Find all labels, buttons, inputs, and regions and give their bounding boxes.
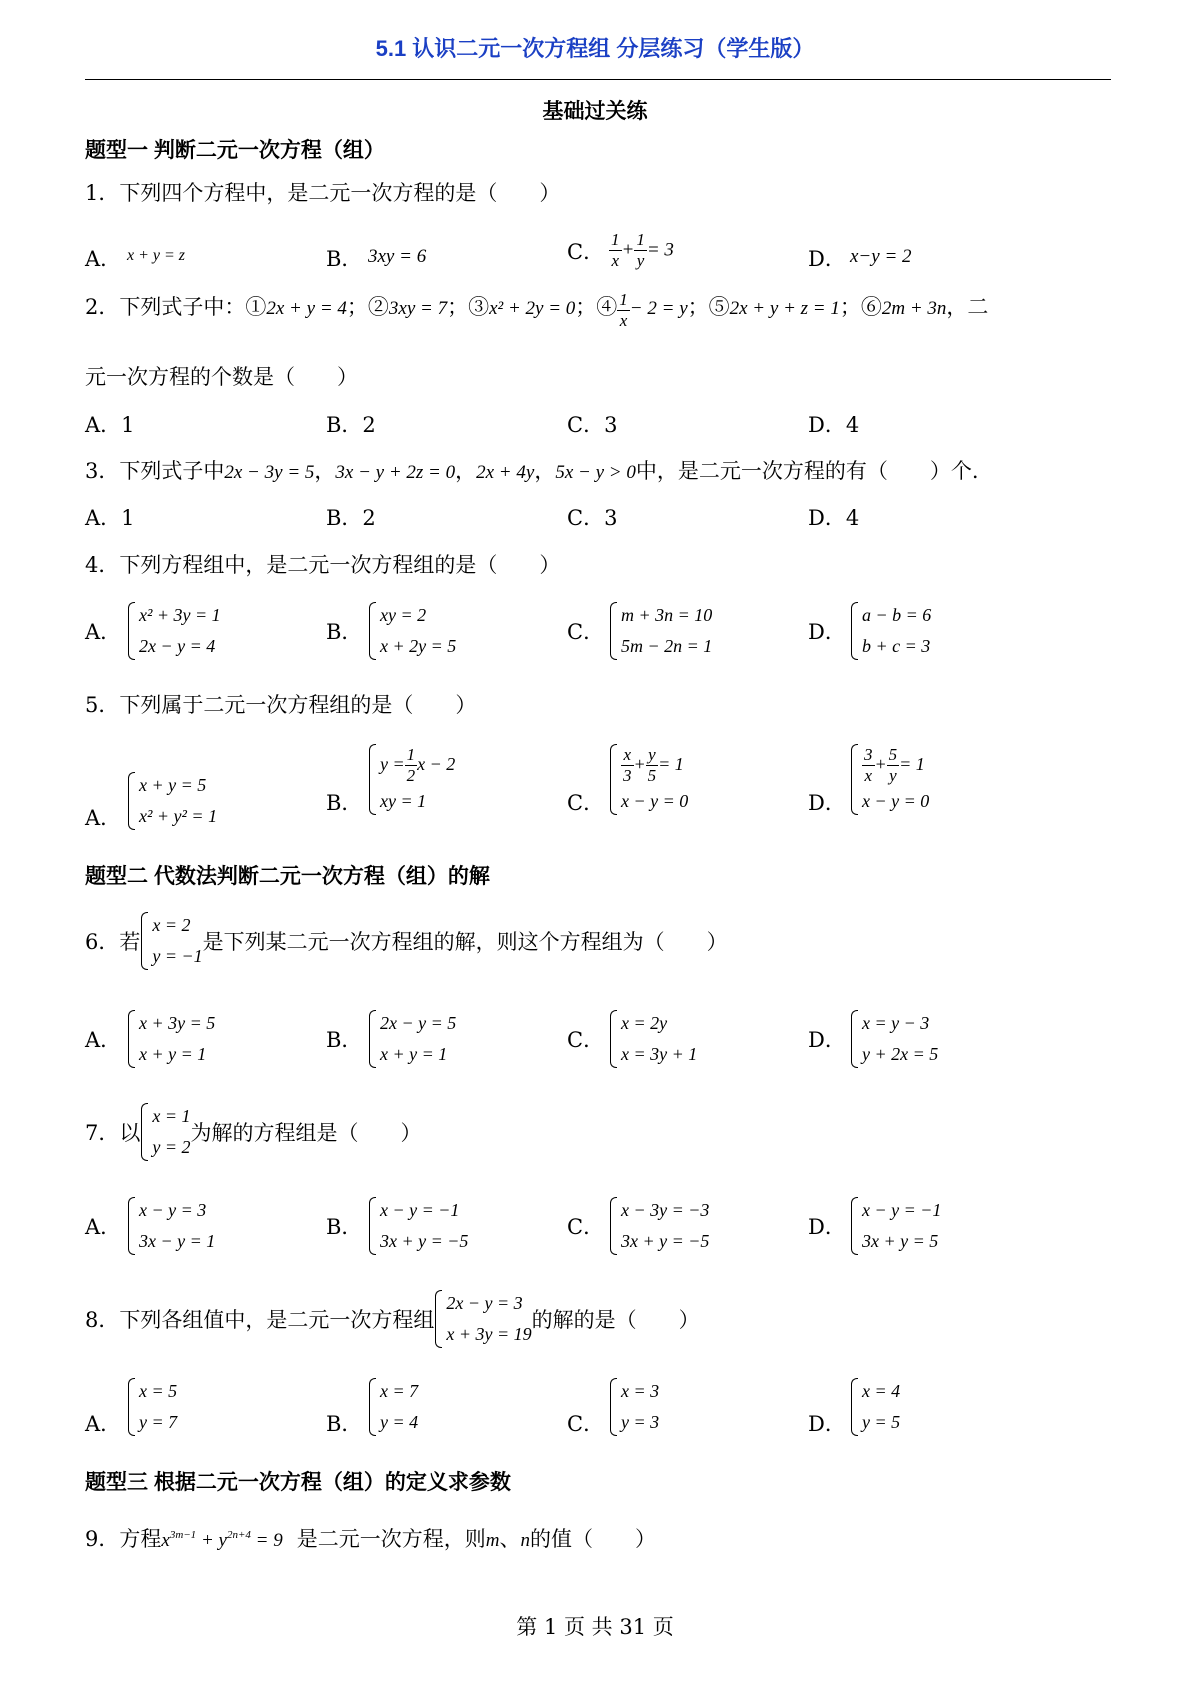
equation <box>380 742 455 786</box>
q7-option-d <box>808 1195 941 1257</box>
option-label: D． <box>808 620 846 644</box>
equation-system <box>434 1288 531 1350</box>
question-9-stem <box>85 1523 656 1553</box>
denominator: x <box>619 311 628 330</box>
base-y: y <box>218 1530 227 1551</box>
q5-option-b <box>326 742 455 817</box>
equation: y + 2x = 5 <box>862 1044 939 1064</box>
option-label: B． <box>326 1028 363 1052</box>
q3-expr-2: 3x − y + 2z = 0 <box>335 462 456 483</box>
q8-option-a <box>85 1376 177 1438</box>
equation-rest: = 3 <box>646 239 674 261</box>
q5-option-d <box>808 742 929 817</box>
question-2-line-2: 元一次方程的个数是（ ） <box>85 365 358 389</box>
q3-option-b: B．2 <box>326 506 376 530</box>
q8-option-b <box>326 1376 418 1438</box>
q8-text: 的解的是（ ） <box>531 1308 700 1332</box>
equation: x − 3y = −3 <box>621 1200 710 1220</box>
q2-tail: ，二 <box>946 295 989 319</box>
option-label: C． <box>567 1412 605 1436</box>
plus-sign: + <box>621 239 635 261</box>
denominator: 2 <box>406 766 416 786</box>
equation: x − y = 3 <box>139 1200 207 1220</box>
equation: y = 2 <box>152 1137 191 1157</box>
equation: xy = 2 <box>380 605 427 625</box>
equation-system <box>368 1376 418 1438</box>
equation: x + 3y = 5 <box>139 1013 216 1033</box>
plus-sign: + <box>633 754 646 774</box>
q2-sep: ；⑤ <box>687 295 730 319</box>
equation: y = −1 <box>152 946 203 966</box>
q6-text: 6．若 <box>85 930 141 954</box>
plus-sign: + <box>196 1530 219 1551</box>
q8-option-c <box>567 1376 659 1438</box>
q6-text: 是下列某二元一次方程组的解，则这个方程组为（ ） <box>202 930 728 954</box>
question-3-stem <box>85 455 979 485</box>
equation-system <box>127 1195 215 1257</box>
equation: x = y − 3 <box>862 1013 930 1033</box>
equation-system <box>609 1376 659 1438</box>
equation: x = 3 <box>621 1381 660 1401</box>
term: = 1 <box>899 754 925 774</box>
q2-option-d: D．4 <box>808 413 860 437</box>
title-divider <box>85 79 1111 80</box>
equation-system <box>609 742 688 817</box>
option-label: B． <box>326 1412 363 1436</box>
q7-option-b <box>326 1195 468 1257</box>
var-m: m <box>485 1530 500 1551</box>
option-label: C． <box>567 1028 605 1052</box>
q9-text: 9．方程 <box>85 1527 162 1551</box>
equation: xy = 1 <box>380 791 427 812</box>
denominator: x <box>611 251 620 270</box>
option-label: C． <box>567 620 605 644</box>
option-label: C． <box>567 791 605 816</box>
equation: 2x − y = 5 <box>380 1013 457 1033</box>
q3-expr-4: 5x − y > 0 <box>555 462 636 483</box>
q6-option-d <box>808 1008 938 1070</box>
equation: x = 4 <box>862 1381 901 1401</box>
equation-system <box>368 1195 468 1257</box>
equation: 3x − y = 1 <box>139 1231 216 1251</box>
heading-type-one: 题型一 判断二元一次方程（组） <box>85 139 385 162</box>
q3-sep: ， <box>455 459 477 483</box>
denominator: x <box>864 766 873 786</box>
fraction <box>862 745 875 786</box>
fraction <box>405 745 418 786</box>
fraction <box>621 745 634 786</box>
page-footer: 第 1 页 共 31 页 <box>516 1615 674 1639</box>
equation: 3x + y = −5 <box>380 1231 469 1251</box>
fraction <box>609 230 622 271</box>
option-label: D． <box>808 1028 846 1052</box>
denominator: 3 <box>623 766 632 786</box>
q5-option-a <box>85 770 217 832</box>
q3-sep: ， <box>314 459 336 483</box>
equation: x + 2y = 5 <box>380 636 457 656</box>
numerator: 1 <box>619 290 628 309</box>
q7-option-a <box>85 1195 215 1257</box>
q2-sep: ；⑥ <box>839 295 882 319</box>
q2-expr-4: − 2 = y <box>629 298 688 319</box>
q6-option-c <box>567 1008 697 1070</box>
equation: m + 3n = 10 <box>621 605 713 625</box>
equation-system <box>127 600 221 662</box>
equation: x² + y² = 1 <box>139 806 218 826</box>
q3-sep: ， <box>534 459 556 483</box>
equation: x = 7 <box>380 1381 419 1401</box>
plus-sign: + <box>874 754 887 774</box>
equation: x + y = 1 <box>139 1044 207 1064</box>
numerator: 3 <box>864 745 873 765</box>
option-label: C． <box>567 239 605 264</box>
q1-option-c <box>567 230 674 271</box>
q7-text: 为解的方程组是（ ） <box>190 1121 422 1145</box>
question-2-stem <box>85 290 988 331</box>
question-6-stem <box>85 910 728 972</box>
denominator: y <box>889 766 897 786</box>
denominator: 5 <box>647 766 657 786</box>
q7-text: 7．以 <box>85 1121 141 1145</box>
equation-system <box>850 1376 900 1438</box>
q6-option-b <box>326 1008 456 1070</box>
equation: 3x + y = 5 <box>862 1231 939 1251</box>
equation: x + 3y = 19 <box>446 1324 532 1344</box>
option-label: A． <box>85 1412 122 1436</box>
q2-option-a: A．1 <box>85 413 135 437</box>
q6-option-a <box>85 1008 215 1070</box>
term: = 1 <box>658 754 684 774</box>
equation: a − b = 6 <box>862 605 932 625</box>
option-label: D． <box>808 247 846 271</box>
option-label: A． <box>85 806 122 830</box>
equation-system <box>850 1195 941 1257</box>
q1-a-math: x + y = z <box>127 247 186 264</box>
equation <box>862 742 929 786</box>
equation-system <box>140 910 202 972</box>
equation: y = 4 <box>380 1412 419 1432</box>
fraction <box>646 745 659 786</box>
q2-expr-3: x² + 2y = 0 <box>489 298 576 319</box>
option-label: C． <box>567 1215 605 1239</box>
exponent: 2n+4 <box>226 1529 251 1541</box>
q3-option-c: C．3 <box>567 506 618 530</box>
q1-option-a <box>85 243 185 273</box>
option-label: A． <box>85 1215 122 1239</box>
equation: y = 7 <box>139 1412 178 1432</box>
equation-system <box>850 600 931 662</box>
q2-text: 2．下列式子中：① <box>85 295 267 319</box>
equation: y = 3 <box>621 1412 660 1432</box>
equation-system <box>127 1008 215 1070</box>
equation: 3x + y = −5 <box>621 1231 710 1251</box>
q4-option-d <box>808 600 931 662</box>
question-8-stem <box>85 1288 700 1350</box>
q1-d-math: x−y = 2 <box>850 246 912 267</box>
equation-system <box>850 742 929 817</box>
equation-system <box>850 1008 938 1070</box>
section-title-basic: 基础过关练 <box>542 100 648 123</box>
option-label: A． <box>85 247 122 271</box>
q7-option-c <box>567 1195 709 1257</box>
q1-option-b <box>326 243 426 273</box>
q4-option-c <box>567 600 712 662</box>
question-7-stem <box>85 1101 422 1163</box>
q1-option-d <box>808 243 912 273</box>
equation: x − y = −1 <box>380 1200 460 1220</box>
equation: x + y = 5 <box>139 775 207 795</box>
q2-option-c: C．3 <box>567 413 618 437</box>
q2-sep: ；③ <box>447 295 490 319</box>
document-title: 5.1 认识二元一次方程组 分层练习（学生版） <box>375 36 815 61</box>
q5-option-c <box>567 742 688 817</box>
option-label: B． <box>326 791 363 816</box>
option-label: D． <box>808 1412 846 1436</box>
heading-type-three: 题型三 根据二元一次方程（组）的定义求参数 <box>85 1471 511 1494</box>
q2-option-b: B．2 <box>326 413 376 437</box>
equation-system <box>609 600 712 662</box>
q3-text: 3．下列式子中 <box>85 459 225 483</box>
numerator: 5 <box>888 745 898 765</box>
question-1-stem: 1．下列四个方程中，是二元一次方程的是（ ） <box>85 181 561 205</box>
q3-option-d: D．4 <box>808 506 860 530</box>
equation-system <box>368 742 455 817</box>
q9-tail: 的值（ ） <box>529 1527 656 1551</box>
term: y = <box>380 754 405 774</box>
option-label: D． <box>808 1215 846 1239</box>
option-label: B． <box>326 247 363 271</box>
q9-sep: 、 <box>499 1527 521 1551</box>
fraction <box>617 290 630 331</box>
equation: x + y = 1 <box>380 1044 448 1064</box>
q8-text: 8．下列各组值中，是二元一次方程组 <box>85 1308 435 1332</box>
var-n: n <box>520 1530 530 1551</box>
base-x: x <box>161 1530 170 1551</box>
numerator: y <box>646 745 659 766</box>
option-label: D． <box>808 791 846 816</box>
question-4-stem: 4．下列方程组中，是二元一次方程组的是（ ） <box>85 553 561 577</box>
equation: x = 1 <box>152 1106 191 1126</box>
q4-option-a <box>85 600 221 662</box>
q2-expr-1: 2x + y = 4 <box>266 298 347 319</box>
equation: x = 2 <box>152 915 191 935</box>
term: x − 2 <box>417 754 456 774</box>
option-label: B． <box>326 1215 363 1239</box>
q3-expr-3: 2x + 4y <box>476 462 535 483</box>
q2-expr-6: 2m + 3n <box>881 298 947 319</box>
equation: 2x − y = 4 <box>139 636 216 656</box>
equation-system <box>609 1195 709 1257</box>
equation: 2x − y = 3 <box>446 1293 523 1313</box>
denominator: y <box>636 251 645 270</box>
q3-option-a: A．1 <box>85 506 135 530</box>
q1-b-math: 3xy = 6 <box>368 246 427 267</box>
q8-option-d <box>808 1376 900 1438</box>
equation: x − y = −1 <box>862 1200 942 1220</box>
numerator: 1 <box>636 230 645 249</box>
numerator: 1 <box>406 745 416 765</box>
equation-system <box>140 1101 190 1163</box>
option-label: A． <box>85 620 122 644</box>
equation: x² + 3y = 1 <box>139 605 221 625</box>
equation-system <box>368 600 456 662</box>
q9-text: 是二元一次方程，则 <box>296 1527 486 1551</box>
equation: x = 2y <box>621 1013 668 1033</box>
numerator: x <box>621 745 634 766</box>
option-label: B． <box>326 620 363 644</box>
q3-expr-1: 2x − 3y = 5 <box>224 462 315 483</box>
equation: b + c = 3 <box>862 636 931 656</box>
equation: x − y = 0 <box>862 791 930 812</box>
q3-tail: 中，是二元一次方程的有（ ）个. <box>635 459 979 483</box>
equation-system <box>127 770 217 832</box>
option-label: A． <box>85 1028 122 1052</box>
equation <box>621 742 688 786</box>
numerator: 1 <box>611 230 620 249</box>
equation-system <box>127 1376 177 1438</box>
equation: x = 5 <box>139 1381 178 1401</box>
q2-expr-2: 3xy = 7 <box>388 298 448 319</box>
heading-type-two: 题型二 代数法判断二元一次方程（组）的解 <box>85 865 490 888</box>
equation: y = 5 <box>862 1412 901 1432</box>
fraction <box>634 230 647 271</box>
question-5-stem: 5．下列属于二元一次方程组的是（ ） <box>85 693 477 717</box>
equation: x = 3y + 1 <box>621 1044 698 1064</box>
q2-sep: ；② <box>346 295 389 319</box>
equation-system <box>368 1008 456 1070</box>
q2-sep: ；④ <box>575 295 618 319</box>
equation: 5m − 2n = 1 <box>621 636 713 656</box>
q2-expr-5: 2x + y + z = 1 <box>729 298 840 319</box>
exponent: 3m−1 <box>169 1529 197 1541</box>
equation: x − y = 0 <box>621 791 689 812</box>
q4-option-b <box>326 600 456 662</box>
equation-system <box>609 1008 697 1070</box>
equals-nine: = 9 <box>250 1530 283 1551</box>
fraction <box>887 745 900 786</box>
